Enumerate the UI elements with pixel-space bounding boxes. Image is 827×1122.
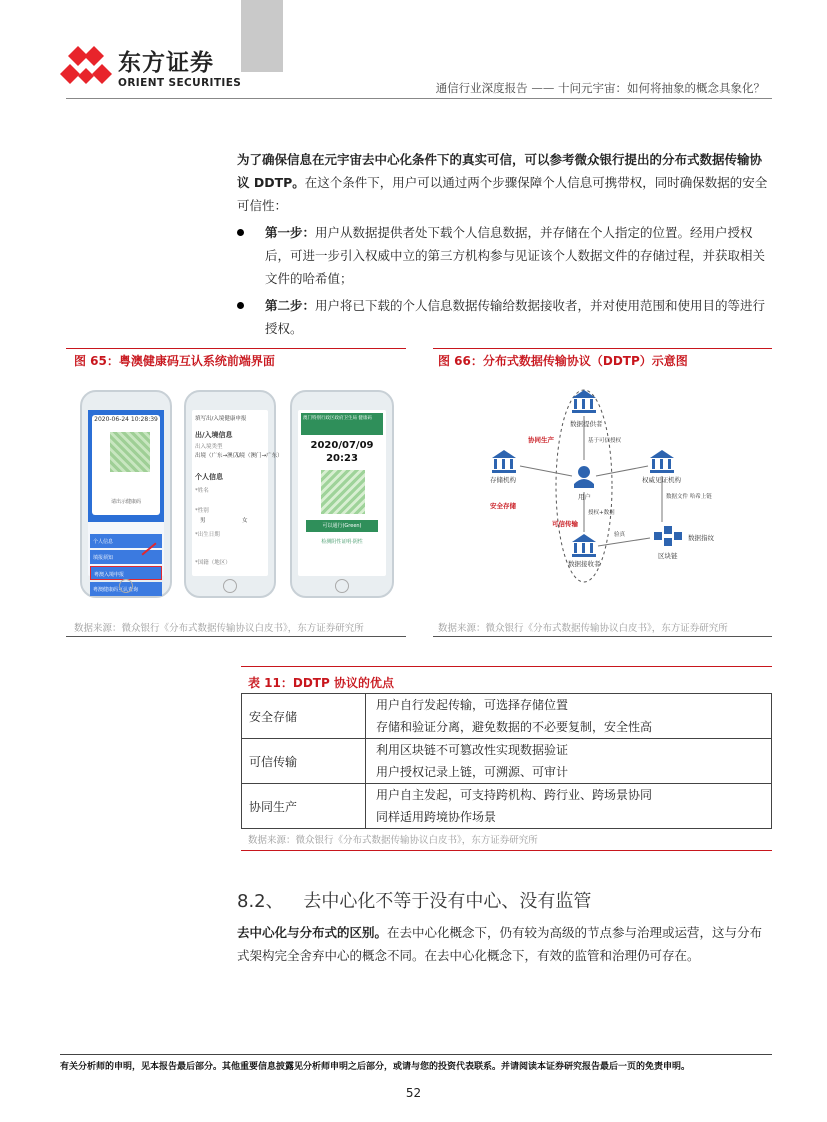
macau-code-date: 2020/07/09 — [310, 440, 374, 451]
form-field-label: *出生日期 — [195, 532, 220, 538]
table-value-line: 利用区块链不可篡改性实现数据验证 — [376, 743, 569, 757]
receiver-bank-icon — [572, 534, 596, 557]
figure-65-top-rule — [66, 348, 406, 349]
blurred-qr-code-icon — [321, 470, 365, 514]
edge-authorize: 基于可信授权 — [588, 438, 622, 444]
highlight-secure: 安全存储 — [490, 502, 516, 510]
health-code-caption: 请出示健康码 — [110, 499, 141, 505]
table-11-bottom-rule — [241, 850, 772, 851]
figure-65-title: 图 65：粤澳健康码互认系统前端界面 — [74, 354, 275, 368]
form-field-label: *国籍（地区） — [195, 560, 231, 566]
header-decor-bar — [241, 0, 283, 72]
bullet-dot-icon — [237, 229, 244, 236]
phone-health-code — [80, 390, 172, 598]
bullet-label: 第二步： — [265, 298, 316, 313]
table-value-line: 用户自主发起，可支持跨机构、跨行业、跨场景协同 — [376, 788, 653, 802]
highlight-trusted: 可信传输 — [552, 520, 578, 528]
home-button-icon — [335, 579, 349, 593]
figure-65-source: 数据来源：微众银行《分布式数据传输协议白皮书》，东方证券研究所 — [74, 623, 364, 634]
table-row — [242, 694, 772, 739]
menu-item: 个人信息 — [90, 534, 162, 548]
header-rule — [66, 98, 772, 99]
table-value-line: 用户授权记录上链，可溯源、可审计 — [376, 765, 569, 779]
node-receiver: 数据接收者 — [568, 560, 601, 568]
table-cell-key: 协同生产 — [242, 784, 366, 829]
report-title: 十问元宇宙：如何将抽象的概念具象化？ — [558, 81, 765, 95]
table-cell-key: 安全存储 — [242, 694, 366, 739]
table-value-line: 存储和验证分离，避免数据的不必要复制，安全性高 — [376, 720, 653, 734]
node-fingerprint: 数据指纹 — [688, 534, 714, 542]
form-section: 出/入境信息 — [195, 431, 233, 439]
node-storage: 存储机构 — [490, 476, 516, 484]
ddtp-diagram — [462, 386, 772, 586]
node-provider: 数据提供者 — [570, 420, 603, 428]
footer-disclaimer: 有关分析师的申明，见本报告最后部分。其他重要信息披露见分析师申明之后部分，或请与您的投资代表联系。并请阅读本证券研究报告最后一页的免责申明。 — [60, 1062, 691, 1072]
pass-status-badge: 可以通行(Green) — [306, 520, 378, 532]
phone-macau-code — [290, 390, 394, 598]
figure-66-source: 数据来源：微众银行《分布式数据传输协议白皮书》，东方证券研究所 — [438, 623, 728, 634]
bullet-text: 用户将已下载的个人信息数据传输给数据接收者，并对使用范围和使用目的等进行授权。 — [265, 298, 766, 336]
section-number: 8.2、 — [237, 891, 284, 912]
edge-auth-data: 授权+数据 — [588, 510, 615, 516]
blurred-qr-code-icon — [110, 432, 150, 472]
witness-bank-icon — [650, 450, 674, 473]
section-heading — [237, 887, 591, 913]
bank-icon — [572, 390, 596, 413]
form-title: 填写出/入境健康申报 — [195, 416, 247, 422]
table-cell-value — [366, 784, 772, 829]
form-option: 女 — [242, 518, 248, 524]
table-11-top-rule — [241, 666, 772, 667]
test-result-note: 检测阴性证明·阴性 — [321, 539, 363, 545]
macau-code-time: 20:23 — [326, 453, 358, 464]
user-icon — [574, 466, 594, 488]
header-separator: —— — [531, 81, 555, 95]
bullet-item — [237, 221, 772, 290]
form-section: 个人信息 — [195, 473, 223, 481]
logo-english-name: ORIENT SECURITIES — [118, 77, 242, 89]
menu-item: 粤澳健康码互认查询 — [90, 582, 162, 596]
phone-declaration-form — [184, 390, 283, 598]
table-cell-key: 可信传输 — [242, 739, 366, 784]
table-value-line: 用户自行发起传输，可选择存储位置 — [376, 698, 569, 712]
form-field-label: *性别 — [195, 508, 209, 514]
bullet-label: 第一步： — [265, 225, 316, 240]
advantages-table — [241, 693, 772, 829]
edge-data-hash: 数据文件 哈希上链 — [666, 494, 712, 500]
report-type: 通信行业深度报告 — [435, 81, 528, 95]
section-paragraph — [237, 921, 772, 967]
figure-65-bottom-rule — [66, 636, 406, 637]
node-blockchain: 区块链 — [658, 552, 678, 560]
table-11-source: 数据来源：微众银行《分布式数据传输协议白皮书》，东方证券研究所 — [248, 835, 538, 846]
section-lead: 去中心化与分布式的区别。 — [237, 925, 388, 940]
table-11-title: 表 11：DDTP 协议的优点 — [248, 676, 394, 690]
intro-paragraph — [237, 148, 772, 217]
home-button-icon — [223, 579, 237, 593]
menu-item: 填报须知 — [90, 550, 162, 564]
health-code-datetime: 2020-06-24 10:28:39 — [94, 416, 158, 423]
figure-66-title: 图 66：分布式数据传输协议（DDTP）示意图 — [438, 354, 688, 368]
report-header — [436, 80, 765, 96]
table-value-line: 同样适用跨境协作场景 — [376, 810, 497, 824]
section-text: 在去中心化概念下，仍有较为高级的节点参与治理或运营，这与分布式架构完全舍弃中心的概念不同。在去中心化概念下，有效的监管和治理仍可存在。 — [237, 925, 763, 963]
bullet-text: 用户从数据提供者处下载个人信息数据，并存储在个人指定的位置。经用户授权后，可进一步引入权威中立的第三方机构参与见证该个人数据文件的存储过程，并获取相关文件的哈希值； — [265, 225, 766, 286]
home-button-icon — [119, 579, 133, 593]
figure-66-bottom-rule — [433, 636, 772, 637]
company-logo — [60, 44, 240, 94]
table-row — [242, 784, 772, 829]
edge-verify: 验真 — [614, 532, 626, 538]
footer-rule — [60, 1054, 772, 1055]
table-row — [242, 739, 772, 784]
blockchain-icon — [654, 526, 682, 546]
page-number: 52 — [405, 1086, 422, 1100]
form-field-label: 出入境类型 — [195, 444, 223, 450]
table-cell-value — [366, 694, 772, 739]
logo-chinese-name: 东方证券 — [118, 50, 214, 76]
menu-item-highlighted: 粤澳入境申报 — [90, 566, 162, 580]
bullet-dot-icon — [237, 302, 244, 309]
table-cell-value — [366, 739, 772, 784]
form-option: 出境（广东→澳门） — [195, 453, 244, 459]
bullet-item — [237, 294, 772, 340]
node-witness: 权威见证机构 — [642, 476, 681, 484]
logo-mark-icon — [60, 44, 112, 90]
section-title: 去中心化不等于没有中心、没有监管 — [303, 891, 592, 912]
form-field-label: *姓名 — [195, 488, 209, 494]
form-option: 男 — [200, 518, 206, 524]
storage-bank-icon — [492, 450, 516, 473]
node-user: 用户 — [578, 493, 591, 501]
intro-lead: 为了确保信息在元宇宙去中心化条件下的真实可信，可以参考微众银行提出的分布式数据传输协议 DDTP。 — [237, 152, 763, 190]
macau-code-brand: 澳门特别行政区政府卫生局 健康码 — [301, 413, 383, 435]
intro-text: 在这个条件下，用户可以通过两个步骤保障个人信息可携带权，同时确保数据的安全可信性： — [237, 175, 768, 213]
form-option: 入境（澳门→广东） — [234, 453, 283, 459]
figure-66-top-rule — [433, 348, 772, 349]
highlight-collab: 协同生产 — [528, 436, 554, 444]
